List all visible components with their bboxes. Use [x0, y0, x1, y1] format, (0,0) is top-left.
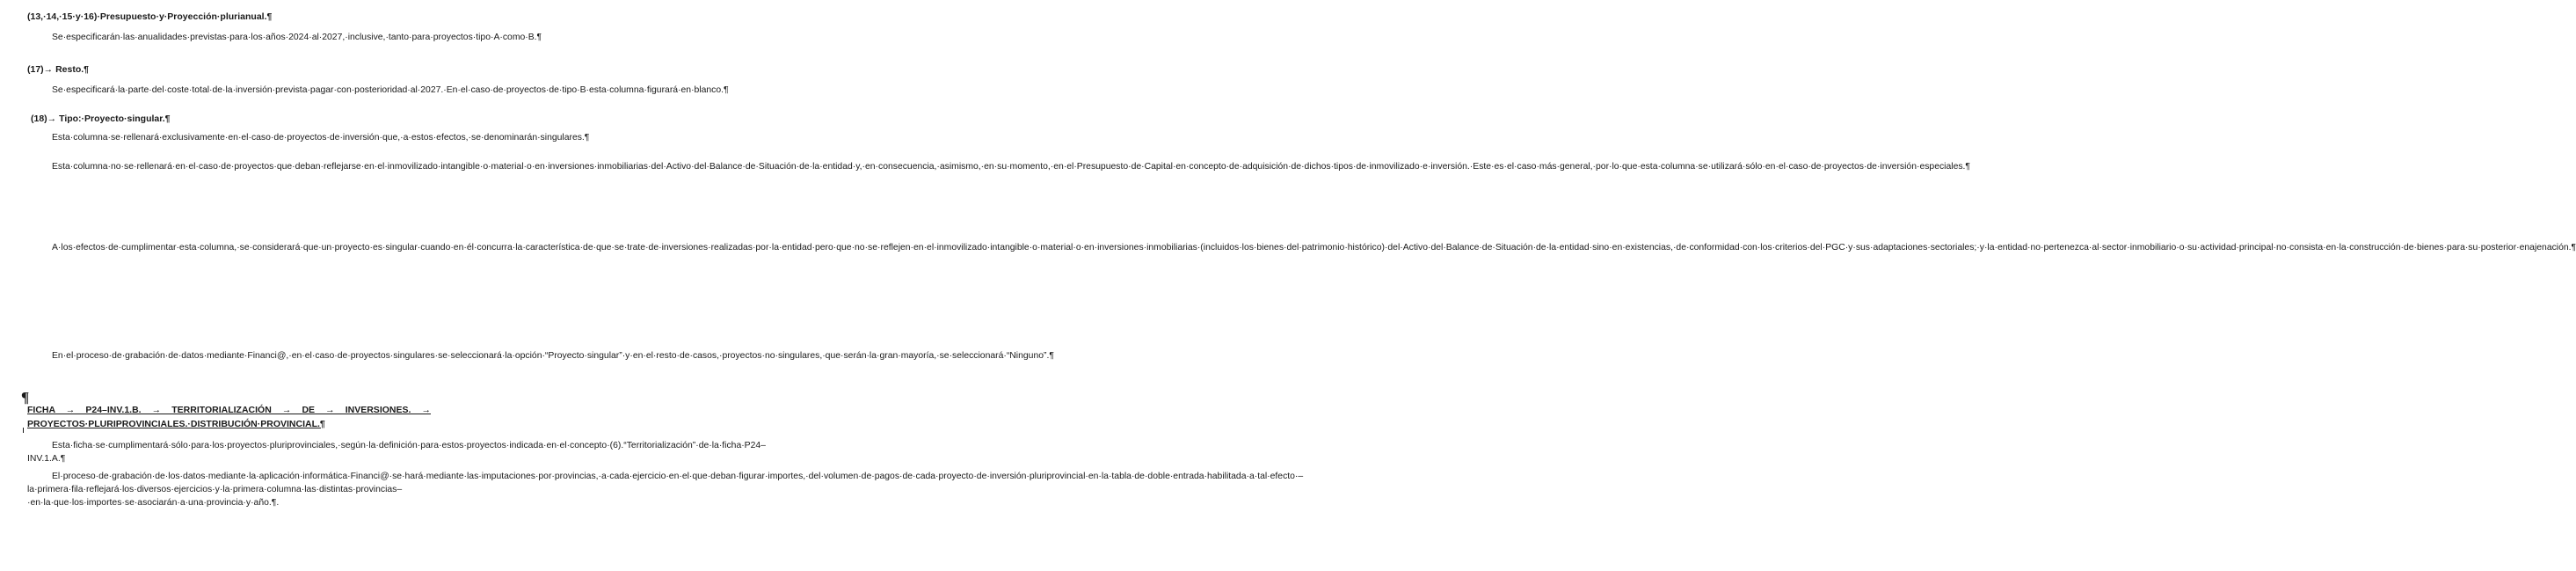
anchor-tick: [23, 428, 24, 433]
empty-paragraph-mark: ¶: [21, 389, 30, 406]
ficha-heading: FICHA → P24–INV.1.B. → TERRITORIALIZACIÓN → DE → INVERSIONES. → PROYECTOS·PLURIPROVINCIALES.·DISTRIBUCIÓN·PROVINCIAL.¶: [27, 405, 431, 429]
paragraph-ficha-1: Esta·ficha·se·cumplimentará·sólo·para·los·proyectos·pluriprovinciales,·según·la·definición·para·estos·proyectos·indicada·en·el·concepto·(6).“Territorialización”·de·la·ficha·P24–INV.1.A.¶: [27, 441, 766, 465]
section-heading-tipo: (18)→ Tipo:·Proyecto·singular.¶: [31, 113, 171, 124]
paragraph-resto: Se·especificará·la·parte·del·coste·total·de·la·inversión·prevista·pagar·con·posterioridad·al·2027.·En·el·caso·de·proyectos·de·tipo·B·esta·columna·figurará·en·blanco.¶: [52, 85, 729, 95]
paragraph-tipo-2: Esta·columna·no·se·rellenará·en·el·caso·de·proyectos·que·deban·reflejarse·en·el·inmovilizado·intangible·o·material·o·en·inversiones·inmobiliarias·del·Activo·del·Balance·de·Situación·de·la·entidad·y,·en·consecuencia,·asimismo,·en·su·momento,·en·el·Presupuesto·de·Capital·en·concepto·de·adquisición·de·dichos·tipos·de·inmovilizado·e·inversión.·Este·es·el·caso·más·general,·por·lo·que·esta·columna·se·utilizará·sólo·en·el·caso·de·proyectos·de·inversión·especiales.¶: [52, 162, 1971, 172]
paragraph-ficha-2: El·proceso·de·grabación·de·los·datos·mediante·la·aplicación·informática·Financi@·se·hará·mediante·las·imputaciones·por·provincias,·a·cada·ejercicio·en·el·que·deban·figurar·importes,·del·volumen·de·pagos·de·cada·proyecto·de·inversión·pluriprovincial·en·la·tabla·de·doble·entrada·habilitada·a·tal·efecto·–la·primera·fila·reflejará·los·diversos·ejercicios·y·la·primera·columna·las·distintas·provincias–·en·la·que·los·importes·se·asociarán·a·una·provincia·y·año.¶.: [27, 472, 1304, 509]
section-heading-resto: (17)→ Resto.¶: [27, 64, 90, 75]
paragraph-presupuesto: Se·especificarán·las·anualidades·previstas·para·los·años·2024·al·2027,·inclusive,·tanto·para·proyectos·tipo·A·como·B.¶: [52, 33, 542, 42]
paragraph-tipo-3: A·los·efectos·de·cumplimentar·esta·columna,·se·considerará·que·un·proyecto·es·singular·cuando·en·él·concurra·la·característica·de·que·se·trate·de·inversiones·realizadas·por·la·entidad·pero·que·no·se·reflejen·en·el·inmovilizado·intangible·o·material·o·en·inversiones·inmobiliarias·(incluidos·los·bienes·del·patrimonio·histórico)·del·Activo·del·Balance·de·Situación·de·la·entidad·sino·en·existencias,·de·conformidad·con·los·criterios·del·PGC·y·sus·adaptaciones·sectoriales;·y·la·entidad·no·pertenezca·al·sector·inmobiliario·o·su·actividad·principal·no·consista·en·la·construcción·de·bienes·para·su·posterior·enajenación.¶: [52, 243, 2576, 253]
paragraph-tipo-1: Esta·columna·se·rellenará·exclusivamente·en·el·caso·de·proyectos·de·inversión·que,·a·estos·efectos,·se·denominarán·singulares.¶: [52, 133, 590, 143]
section-heading-presupuesto: (13,·14,·15·y·16)·Presupuesto·y·Proyección·plurianual.¶: [27, 11, 273, 22]
paragraph-tipo-4: En·el·proceso·de·grabación·de·datos·mediante·Financi@,·en·el·caso·de·proyectos·singulares·se·seleccionará·la·opción·“Proyecto·singular”·y·en·el·resto·de·casos,·proyectos·no·singulares,·que·serán·la·gran·mayoría,·se·seleccionará·“Ninguno”.¶: [52, 351, 1054, 361]
